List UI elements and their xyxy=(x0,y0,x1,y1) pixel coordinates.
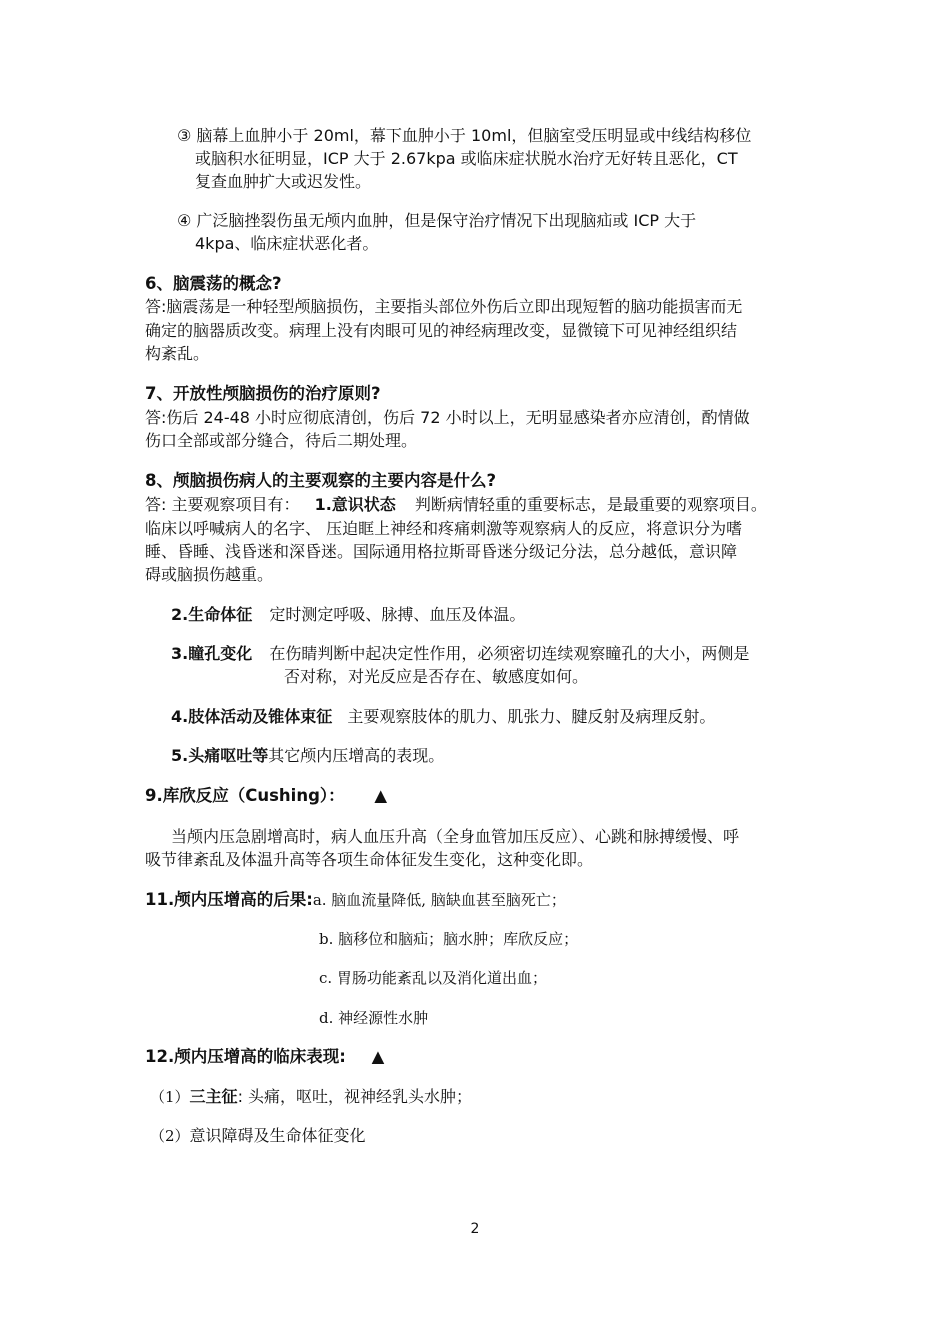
q8-point2-text: 定时测定呼吸、脉搏、血压及体温。 xyxy=(269,605,526,624)
q11-item-a: a. 脑血流量降低, 脑缺血甚至脑死亡； xyxy=(312,891,566,909)
page-number: 2 xyxy=(470,1221,480,1237)
q6-answer-line1: 答:脑震荡是一种轻型颅脑损伤，主要指头部位外伤后立即出现短暂的脑功能损害而无 xyxy=(145,297,743,316)
q8-point2 xyxy=(171,604,525,626)
q8-point4 xyxy=(171,706,715,728)
q11-heading: 11.颅内压增高的后果: xyxy=(145,890,313,909)
q9-heading-row xyxy=(145,785,387,807)
item4-line1: ④ 广泛脑挫裂伤虽无颅内血肿，但是保守治疗情况下出现脑疝或 ICP 大于 xyxy=(177,211,697,230)
q12-heading-row xyxy=(145,1046,384,1068)
q11-row1 xyxy=(145,889,566,911)
q12-item1 xyxy=(150,1086,472,1108)
q8-point1-line2: 临床以呼喊病人的名字、 压迫眶上神经和疼痛刺激等观察病人的反应，将意识分为嗜 xyxy=(145,519,743,538)
q11-item-b: b. 脑移位和脑疝；脑水肿；库欣反应； xyxy=(319,930,579,948)
q8-answer-line1 xyxy=(145,494,767,516)
q6-answer-line2: 确定的脑器质改变。病理上没有肉眼可见的神经病理改变，显微镜下可见神经组织结 xyxy=(145,321,738,340)
item4-line2: 4kpa、临床症状恶化者。 xyxy=(195,234,379,253)
q6-heading: 6、脑震荡的概念? xyxy=(145,274,282,293)
q8-point5 xyxy=(171,745,444,767)
q11-item-c: c. 胃肠功能紊乱以及消化道出血； xyxy=(319,969,547,987)
q8-point1-label: 1.意识状态 xyxy=(314,495,396,514)
q8-point1-line4: 碍或脑损伤越重。 xyxy=(145,565,274,584)
q11-item-d: d. 神经源性水肿 xyxy=(319,1009,429,1027)
q8-heading: 8、颅脑损伤病人的主要观察的主要内容是什么? xyxy=(145,471,497,490)
item3-line2: 或脑积水征明显，ICP 大于 2.67kpa 或临床症状脱水治疗无好转且恶化，CT xyxy=(195,149,738,168)
q9-body-line2: 吸节律紊乱及体温升高等各项生命体征发生变化，这种变化即。 xyxy=(145,850,594,869)
q8-point2-label: 2.生命体征 xyxy=(171,605,253,624)
triangle-marker-icon: ▲ xyxy=(371,1047,385,1066)
q12-item1-num: （1） xyxy=(150,1088,190,1106)
q12-heading: 12.颅内压增高的临床表现: xyxy=(145,1047,346,1066)
q7-heading: 7、开放性颅脑损伤的治疗原则? xyxy=(145,384,381,403)
q8-point3-line1: 在伤睛判断中起决定性作用，必须密切连续观察瞳孔的大小，两侧是 xyxy=(269,644,750,663)
q7-answer-line2: 伤口全部或部分缝合，待后二期处理。 xyxy=(145,431,418,450)
q12-item2 xyxy=(150,1125,366,1147)
q8-point5-label: 5.头痛呕吐等 xyxy=(171,746,269,765)
q12-item2-num: （2） xyxy=(150,1127,190,1145)
q8-point3-line2: 否对称，对光反应是否存在、敏感度如何。 xyxy=(284,667,589,686)
item3-line3: 复查血肿扩大或迟发性。 xyxy=(195,172,372,191)
q6-answer-line3: 构紊乱。 xyxy=(145,344,210,363)
q9-body-line1: 当颅内压急剧增高时，病人血压升高（全身血管加压反应）、心跳和脉搏缓慢、呼 xyxy=(171,827,740,846)
q12-item2-text: 意识障碍及生命体征变化 xyxy=(189,1126,366,1145)
q8-point3-label: 3.瞳孔变化 xyxy=(171,644,253,663)
q8-point1-first: 判断病情轻重的重要标志，是最重要的观察项目。 xyxy=(414,495,767,514)
q8-point5-text: 其它颅内压增高的表现。 xyxy=(268,746,445,765)
q12-item1-text: : 头痛，呕吐，视神经乳头水肿； xyxy=(237,1087,473,1106)
q7-answer-line1: 答:伤后 24-48 小时应彻底清创，伤后 72 小时以上，无明显感染者亦应清创，酌情做 xyxy=(145,408,750,427)
q12-item1-label: 三主征 xyxy=(189,1087,238,1106)
triangle-marker-icon: ▲ xyxy=(374,786,388,805)
q8-point4-label: 4.肢体活动及锥体束征 xyxy=(171,707,333,726)
q8-point3 xyxy=(171,643,749,665)
q8-intro: 答: 主要观察项目有： xyxy=(145,495,300,514)
item3-line1: ③ 脑幕上血肿小于 20ml，幕下血肿小于 10ml，但脑室受压明显或中线结构移位 xyxy=(177,126,752,145)
q8-point4-text: 主要观察肢体的肌力、肌张力、腱反射及病理反射。 xyxy=(347,707,716,726)
q8-point1-line3: 睡、昏睡、浅昏迷和深昏迷。国际通用格拉斯哥昏迷分级记分法，总分越低，意识障 xyxy=(145,542,738,561)
q9-heading: 9.库欣反应（Cushing）： xyxy=(145,786,345,805)
